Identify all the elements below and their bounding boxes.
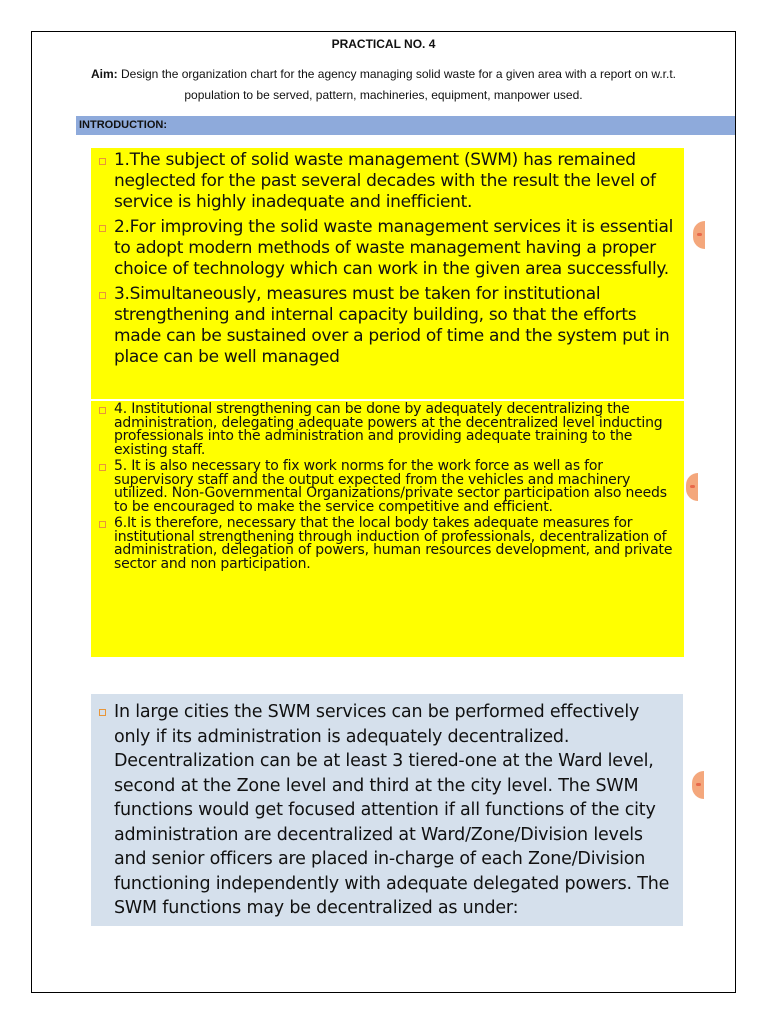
bullet-icon bbox=[99, 292, 106, 299]
list-item bbox=[97, 460, 678, 514]
list-item-text: 5. It is also necessary to fix work norms for the work force as well as for supervisory staff and the output expected from the vehicles and machinery utilized. Non-Governmental Organizations/private sector participation also needs to be encouraged to make the service competitive and efficient. bbox=[114, 458, 667, 515]
aim-text-line1: Design the organization chart for the agency managing solid waste for a given area with a report on w.r.t. bbox=[117, 67, 676, 81]
slide-image-3 bbox=[91, 694, 683, 926]
list-item bbox=[97, 700, 677, 921]
aim-label: Aim: bbox=[91, 67, 118, 81]
list-item bbox=[97, 403, 678, 457]
list-item bbox=[97, 517, 678, 571]
list-item bbox=[97, 217, 678, 280]
bullet-icon bbox=[99, 225, 106, 232]
list-item bbox=[97, 284, 678, 368]
bullet-icon bbox=[99, 521, 106, 528]
list-item-text: 1.The subject of solid waste management (SWM) has remained neglected for the past several decades with the result the level of service is highly inadequate and inefficient. bbox=[114, 150, 656, 212]
bullet-icon bbox=[99, 709, 106, 716]
list-item-text: 4. Institutional strengthening can be done by adequately decentralizing the administration, delegating adequate powers at the decentralized level inducting professionals into the administration and providing adequate training to the existing staff. bbox=[114, 401, 663, 458]
slide-image-1 bbox=[91, 148, 684, 399]
list-item-text: 6.It is therefore, necessary that the local body takes adequate measures for institutional strengthening through induction of professionals, decentralization of administration, delegation of powers, human resources development, and private sector and non participation. bbox=[114, 515, 673, 572]
practical-title: PRACTICAL NO. 4 bbox=[331, 37, 436, 51]
aim-text-line2: population to be served, pattern, machineries, equipment, manpower used. bbox=[184, 88, 583, 102]
bullet-icon bbox=[99, 407, 106, 414]
introduction-heading: INTRODUCTION: bbox=[76, 116, 735, 135]
aim-paragraph bbox=[41, 64, 726, 106]
list-item-text: In large cities the SWM services can be performed effectively only if its administration is adequately decentralized. Decentralization can be at least 3 tiered-one at the Ward level, second at the Zone level and third at the city level. The SWM functions would get focused attention if all functions of the city administration are decentralized at Ward/Zone/Division levels and senior officers are placed in-charge of each Zone/Division functioning independently with adequate delegated powers. The SWM functions may be decentralized as under: bbox=[114, 702, 670, 918]
slide-image-2 bbox=[91, 401, 684, 657]
list-item-text: 2.For improving the solid waste management services it is essential to adopt modern methods of waste management having a proper choice of technology which can work in the given area successfully. bbox=[114, 217, 673, 279]
list-item bbox=[97, 150, 678, 213]
list-item-text: 3.Simultaneously, measures must be taken for institutional strengthening and internal capacity building, so that the efforts made can be sustained over a period of time and the system put in place can be well managed bbox=[114, 284, 670, 367]
bullet-icon bbox=[99, 158, 106, 165]
bullet-icon bbox=[99, 464, 106, 471]
